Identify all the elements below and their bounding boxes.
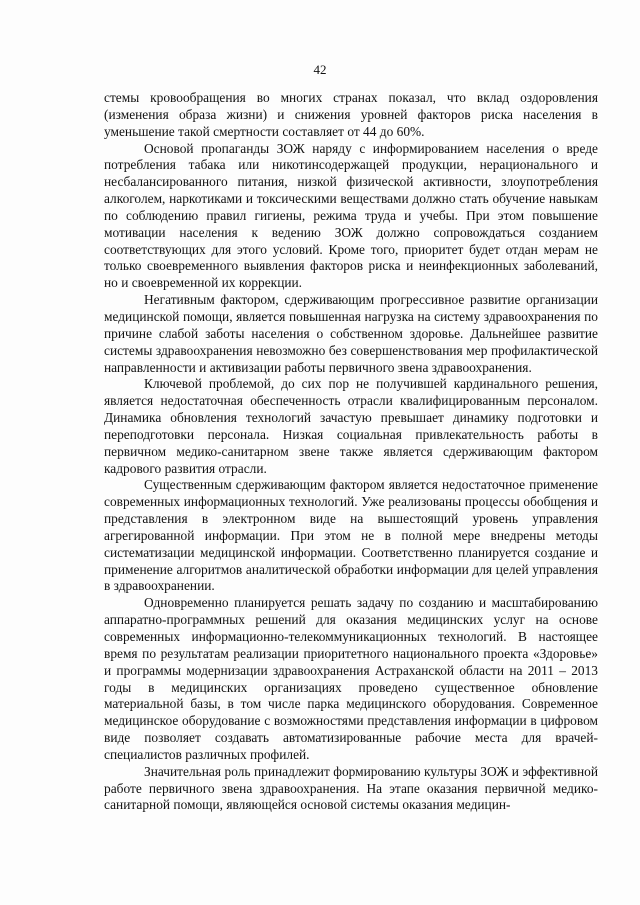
- paragraph-1: стемы кровообращения во многих странах показал, что вклад оздоровления (изменения образа жизни) и снижения уровней факторов риска населения в уменьшение такой смертности составляет от 44 до 60%.: [104, 90, 598, 139]
- paragraph-3: Негативным фактором, сдерживающим прогрессивное развитие организации медицинской помощи, является повышенная нагрузка на систему здравоохранения по причине слабой заботы населения о собственном здоровье. Дальнейшее развитие системы здравоохранения невозможно без совершенствования мер профилактической направленности и активизации работы первичного звена здравоохранения.: [104, 292, 598, 375]
- paragraph-6: Одновременно планируется решать задачу по созданию и масштабированию аппаратно-программных решений для оказания медицинских услуг на основе современных информационно-телекоммуникационных технологий. В настоящее время по результатам реализации приоритетного национального проекта «Здоровье» и программы модернизации здравоохранения Астраханской области на 2011 – 2013 годы в медицинских организациях проведено существенное обновление материальной базы, в том числе парка медицинского оборудования. Современное медицинское оборудование с возможностями представления информации в цифровом виде позволяет создавать автоматизированные рабочие места для врачей-специалистов различных профилей.: [104, 595, 598, 762]
- paragraph-2: Основой пропаганды ЗОЖ наряду с информированием населения о вреде потребления табака или никотинсодержащей продукции, нерационального и несбалансированного питания, низкой физической активности, злоупотребления алкоголем, наркотиками и токсическими веществами должно стать обучение навыкам по соблюдению правил гигиены, режима труда и учебы. При этом повышение мотивации населения к ведению ЗОЖ должно сопровождаться созданием соответствующих для этого условий. Кроме того, приоритет будет отдан мерам не только своевременного выявления факторов риска и неинфекционных заболеваний, но и своевременной их коррекции.: [104, 140, 598, 291]
- paragraph-4: Ключевой проблемой, до сих пор не получившей кардинального решения, является недостаточная обеспеченность отрасли квалифицированным персоналом. Динамика обновления технологий зачастую превышает динамику подготовки и переподготовки персонала. Низкая социальная привлекательность работы в первичном медико-санитарном звене также является сдерживающим фактором кадрового развития отрасли.: [104, 376, 598, 476]
- body-text: [104, 90, 598, 814]
- paragraph-7: Значительная роль принадлежит формированию культуры ЗОЖ и эффективной работе первичного звена здравоохранения. На этапе оказания первичной медико-санитарной помощи, являющейся основой системы оказания медицин-: [104, 763, 598, 813]
- page-number: 42: [313, 62, 327, 77]
- paragraph-5: Существенным сдерживающим фактором является недостаточное применение современных информационных технологий. Уже реализованы процессы обобщения и представления в электронном виде на вышестоящий уровень управления агрегированной информации. При этом не в полной мере внедрены методы систематизации медицинской информации. Соответственно планируется создание и применение алгоритмов аналитической обработки информации для целей управления в здравоохранении.: [104, 477, 598, 594]
